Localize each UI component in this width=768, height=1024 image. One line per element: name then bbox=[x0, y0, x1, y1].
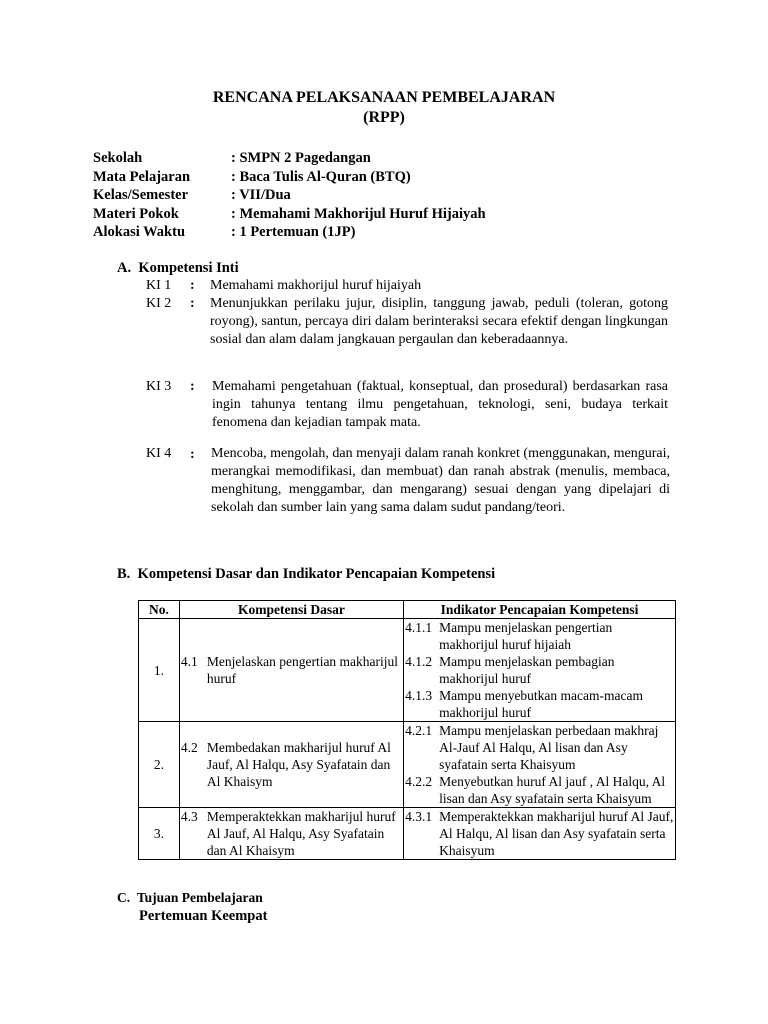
table-row bbox=[139, 722, 676, 808]
column-header: No. bbox=[139, 601, 180, 619]
kd-cell bbox=[179, 808, 403, 860]
info-row-alokasi-waktu bbox=[93, 223, 486, 242]
indicator-text: Mampu menjelaskan pengertian makhorijul huruf hijaiah bbox=[439, 620, 613, 652]
ki-text: Mencoba, mengolah, dan menyaji dalam ranah konkret (menggunakan, mengurai, merangkai memodifikasi, dan membuat) dan ranah abstrak (menulis, membaca, menghitung, menggambar, dan mengarang) sesuai dengan yang dipelajari di sekolah dan sumber lain yang sama dalam sudut pandang/teori. bbox=[211, 446, 670, 515]
section-title: Kompetensi Inti bbox=[138, 260, 239, 276]
document-subtitle: (RPP) bbox=[363, 109, 405, 126]
indicator-text: Mampu menjelaskan perbedaan makhraj Al-Jauf Al Halqu, Al lisan dan Asy syafatain serta Khaisyum bbox=[439, 723, 659, 772]
info-value: : 1 Pertemuan (1JP) bbox=[231, 224, 356, 240]
section-letter: A. bbox=[117, 260, 132, 276]
indicator-text: Memperaktekkan makharijul huruf Al Jauf, Al Halqu, Al lisan dan Asy syafatain serta Khaisyum bbox=[439, 809, 674, 858]
kd-code: 4.2 bbox=[180, 740, 198, 755]
section-title: Tujuan Pembelajaran bbox=[136, 890, 263, 905]
table-row bbox=[139, 619, 676, 722]
ki-text: Menunjukkan perilaku jujur, disiplin, tanggung jawab, peduli (toleran, gotong royong), santun, percaya diri dalam berinteraksi secara efektif dengan lingkungan sosial dan alam dalam jangkauan pergaulan dan keberadaannya. bbox=[210, 296, 668, 347]
ki-id: KI 3 bbox=[146, 379, 172, 394]
info-value: : SMPN 2 Pagedangan bbox=[231, 150, 371, 166]
section-c-heading bbox=[117, 889, 263, 907]
info-row-kelas-semester bbox=[93, 186, 486, 205]
indicator-cell bbox=[404, 722, 676, 808]
kd-code: 4.3 bbox=[180, 809, 198, 824]
indicator-code: 4.1.2 bbox=[405, 654, 433, 669]
indicator-text: Mampu menyebutkan macam-macam makhorijul huruf bbox=[439, 688, 644, 720]
info-label: Alokasi Waktu bbox=[93, 224, 186, 240]
kd-text: Memperaktekkan makharijul huruf Al Jauf, Al Halqu, Asy Syafatain dan Al Khaisym bbox=[206, 809, 396, 858]
info-value: : Baca Tulis Al-Quran (BTQ) bbox=[231, 168, 411, 185]
ki-id: KI 2 bbox=[146, 296, 172, 311]
table-header-row bbox=[139, 601, 676, 619]
indicator-item bbox=[405, 722, 674, 773]
indicator-item bbox=[405, 687, 674, 721]
ki-colon: : bbox=[190, 278, 195, 293]
table-row bbox=[139, 808, 676, 860]
section-c-subtitle: Pertemuan Keempat bbox=[139, 908, 268, 924]
ki-colon: : bbox=[190, 379, 195, 394]
indicator-item bbox=[405, 619, 674, 653]
indicator-code: 4.3.1 bbox=[405, 809, 433, 824]
kd-code: 4.1 bbox=[180, 654, 198, 669]
info-label: Sekolah bbox=[93, 150, 143, 166]
ki-colon: : bbox=[190, 296, 195, 311]
indicator-text: Menyebutkan huruf Al jauf , Al Halqu, Al lisan dan Asy syafatain serta Khaisyum bbox=[439, 774, 666, 806]
info-label: Mata Pelajaran bbox=[93, 168, 191, 185]
indicator-code: 4.2.1 bbox=[405, 723, 433, 738]
info-row-sekolah bbox=[93, 149, 486, 168]
kd-cell bbox=[179, 619, 403, 722]
kd-item bbox=[181, 739, 402, 790]
indicator-code: 4.1.1 bbox=[405, 620, 433, 635]
kd-item bbox=[181, 808, 402, 859]
row-number: 2. bbox=[139, 722, 180, 808]
ki-id: KI 4 bbox=[146, 446, 172, 461]
indicator-code: 4.2.2 bbox=[405, 774, 433, 789]
indicator-item bbox=[405, 808, 674, 859]
info-value: : Memahami Makhorijul Huruf Hijaiyah bbox=[231, 205, 486, 222]
indicator-cell bbox=[404, 808, 676, 860]
kd-text: Menjelaskan pengertian makharijul huruf bbox=[206, 654, 399, 686]
kd-item bbox=[181, 653, 402, 687]
section-title: Kompetensi Dasar dan Indikator Pencapaian Kompetensi bbox=[137, 566, 496, 582]
indicator-code: 4.1.3 bbox=[405, 688, 433, 703]
section-letter: C. bbox=[117, 890, 131, 905]
indicator-item bbox=[405, 653, 674, 687]
section-b-heading bbox=[117, 565, 495, 583]
ki-id: KI 1 bbox=[146, 278, 172, 293]
info-row-mata-pelajaran bbox=[93, 168, 486, 187]
document-title: RENCANA PELAKSANAAN PEMBELAJARAN bbox=[212, 89, 556, 106]
indicator-item bbox=[405, 773, 674, 807]
ki-text: Memahami pengetahuan (faktual, konseptual, dan prosedural) berdasarkan rasa ingin tahunya tentang ilmu pengetahuan, teknologi, seni, budaya terkait fenomena dan kejadian tampak mata. bbox=[212, 379, 668, 430]
competency-table bbox=[138, 600, 676, 860]
kd-cell bbox=[179, 722, 403, 808]
kd-text: Membedakan makharijul huruf Al Jauf, Al Halqu, Asy Syafatain dan Al Khaisym bbox=[206, 740, 391, 789]
identity-block bbox=[93, 149, 486, 242]
row-number: 3. bbox=[139, 808, 180, 860]
row-number: 1. bbox=[139, 619, 180, 722]
info-row-materi-pokok bbox=[93, 205, 486, 224]
indicator-text: Mampu menjelaskan pembagian makhorijul huruf bbox=[439, 654, 615, 686]
indicator-cell bbox=[404, 619, 676, 722]
info-value: : VII/Dua bbox=[231, 187, 291, 203]
info-label: Kelas/Semester bbox=[93, 187, 189, 203]
column-header: Indikator Pencapaian Kompetensi bbox=[404, 601, 676, 619]
section-letter: B. bbox=[117, 566, 131, 582]
info-label: Materi Pokok bbox=[93, 205, 179, 222]
section-a-heading bbox=[117, 259, 239, 277]
ki-colon: : bbox=[190, 447, 195, 462]
ki-text: Memahami makhorijul huruf hijaiyah bbox=[210, 278, 422, 293]
column-header: Kompetensi Dasar bbox=[179, 601, 403, 619]
